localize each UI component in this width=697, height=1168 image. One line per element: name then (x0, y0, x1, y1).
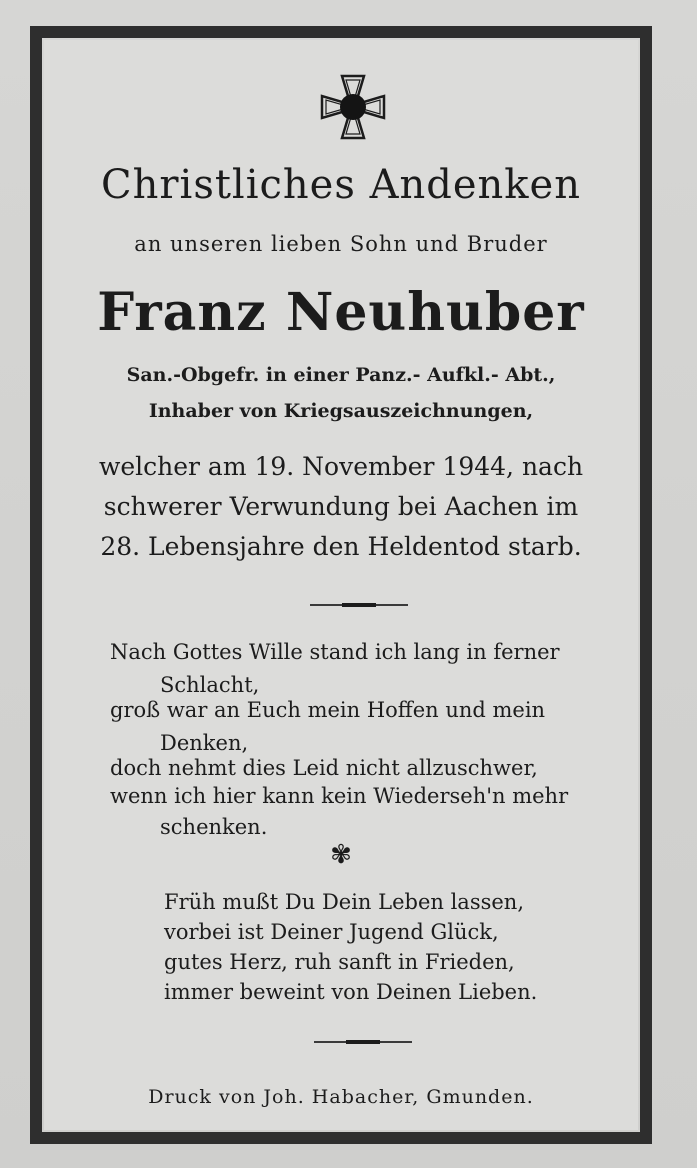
poem1-line-3: groß war an Euch mein Hoffen und mein (110, 698, 546, 722)
decoration-line: Inhaber von Kriegsauszeichnungen, (148, 400, 534, 422)
card-title: Christliches Andenken (101, 162, 581, 208)
poem1-line-4: Denken, (160, 731, 249, 755)
poem2-line-4: immer beweint von Deinen Lieben. (164, 980, 538, 1004)
military-rank: San.-Obgefr. in einer Panz.- Aufkl.- Abt., (126, 364, 556, 386)
iron-cross-icon (318, 72, 388, 142)
poem1-line-5: doch nehmt dies Leid nicht allzuschwer, (110, 756, 538, 780)
poem2-line-1: Früh mußt Du Dein Leben lassen, (164, 890, 524, 914)
death-line-2: schwerer Verwundung bei Aachen im (103, 492, 579, 521)
ornament-icon: ✾ (330, 840, 352, 870)
poem1-line-6: wenn ich hier kann kein Wiederseh'n mehr (110, 784, 569, 808)
poem1-line-1: Nach Gottes Wille stand ich lang in ferner (110, 640, 560, 664)
poem2-line-2: vorbei ist Deiner Jugend Glück, (164, 920, 499, 944)
poem2-line-3: gutes Herz, ruh sanft in Frieden, (164, 950, 515, 974)
death-line-3: 28. Lebensjahre den Heldentod starb. (100, 532, 582, 561)
card-subtitle: an unseren lieben Sohn und Bruder (134, 232, 548, 256)
poem1-line-2: Schlacht, (160, 673, 260, 697)
deceased-name: Franz Neuhuber (97, 282, 585, 343)
death-line-1: welcher am 19. November 1944, nach (98, 452, 584, 481)
poem1-line-7: schenken. (160, 815, 268, 839)
divider-top (310, 604, 408, 606)
printer-imprint: Druck von Joh. Habacher, Gmunden. (148, 1086, 534, 1108)
divider-bottom (314, 1041, 412, 1043)
